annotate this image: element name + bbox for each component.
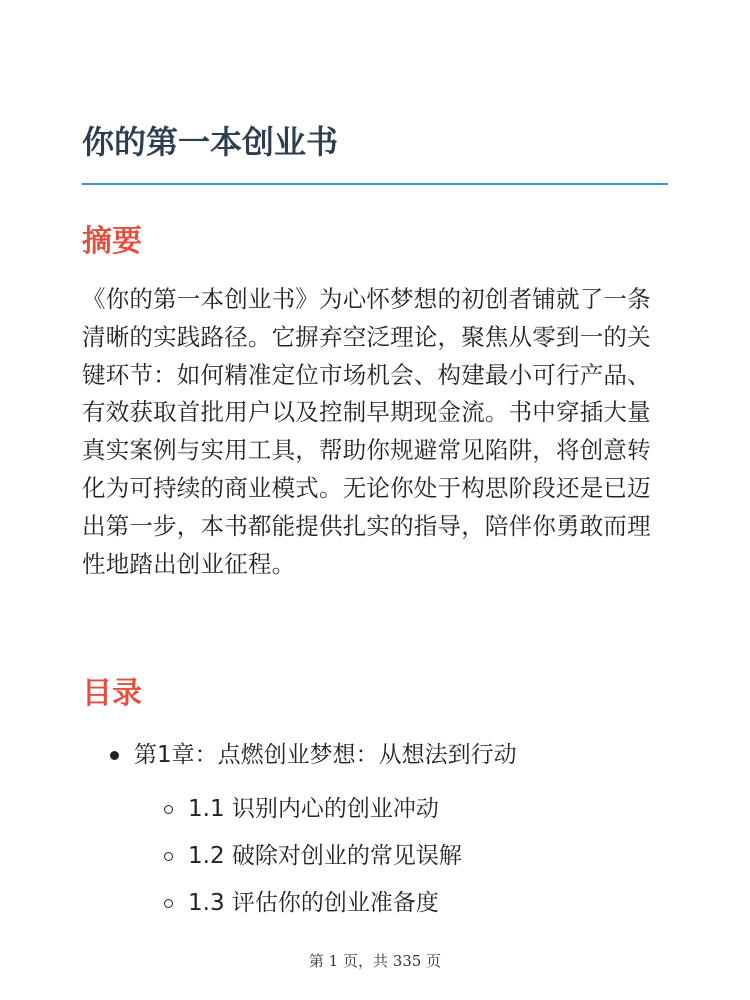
toc-chapter-1[interactable] bbox=[82, 732, 668, 778]
bullet-circle-icon bbox=[164, 899, 173, 908]
toc-section-label: 1.2 破除对创业的常见误解 bbox=[188, 843, 462, 869]
page-number-footer: 第 1 页，共 335 页 bbox=[308, 952, 442, 970]
toc-heading: 目录 bbox=[82, 676, 142, 711]
table-of-contents bbox=[82, 732, 668, 927]
toc-chapter-1-sections bbox=[82, 786, 668, 927]
abstract-paragraph: 《你的第一本创业书》为心怀梦想的初创者铺就了一条清晰的实践路径。它摒弃空泛理论，聚焦从零到一的关键环节：如何精准定位市场机会、构建最小可行产品、有效获取首批用户以及控制早期现金流。书中穿插大量真实案例与实用工具，帮助你规避常见陷阱，将创意转化为可持续的商业模式。无论你处于构思阶段还是已迈出第一步，本书都能提供扎实的指导，陪伴你勇敢而理性地踏出创业征程。 bbox=[82, 285, 651, 578]
abstract-heading: 摘要 bbox=[82, 224, 142, 259]
title-divider bbox=[82, 183, 668, 185]
toc-section-1-1[interactable] bbox=[82, 786, 668, 833]
page-content bbox=[82, 0, 668, 1000]
toc-section-label: 1.1 识别内心的创业冲动 bbox=[188, 796, 439, 822]
document-title: 你的第一本创业书 bbox=[82, 123, 339, 161]
toc-section-1-2[interactable] bbox=[82, 833, 668, 880]
bullet-circle-icon bbox=[164, 852, 173, 861]
bullet-circle-icon bbox=[164, 805, 173, 814]
toc-section-1-3[interactable] bbox=[82, 880, 668, 927]
toc-chapter-label: 第1章：点燃创业梦想：从想法到行动 bbox=[134, 742, 517, 768]
toc-section-label: 1.3 评估你的创业准备度 bbox=[188, 890, 439, 916]
bullet-disc-icon bbox=[110, 751, 119, 760]
